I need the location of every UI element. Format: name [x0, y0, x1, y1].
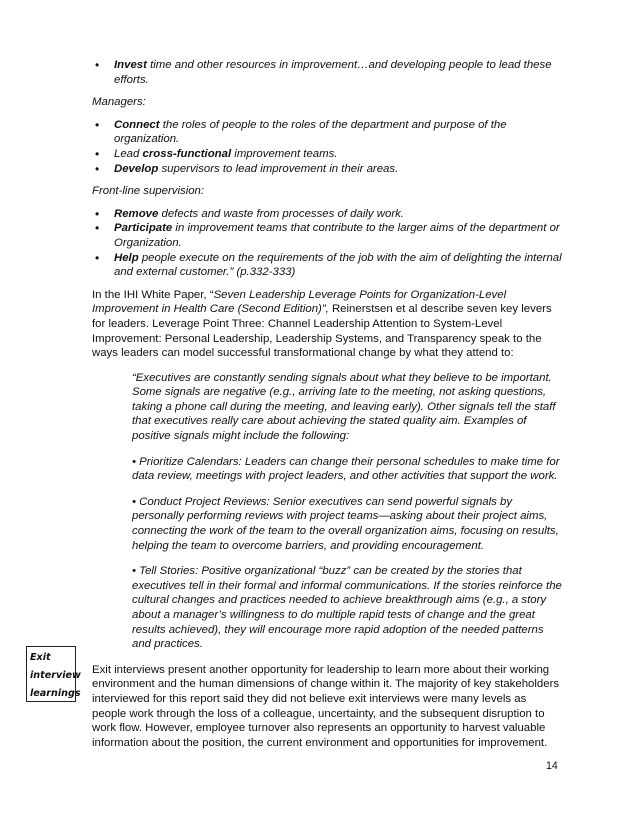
list-item [92, 162, 562, 177]
page-number: 14 [546, 760, 558, 772]
item-text: in improvement teams that contribute to the larger aims of the department or Organization. [114, 222, 560, 249]
page-content [92, 58, 562, 750]
list-item [92, 221, 562, 250]
item-text: the roles of people to the roles of the department and purpose of the organization. [114, 118, 507, 146]
quote-paragraph: • Tell Stories: Positive organizational “buzz” can be created by the stories that executives tell in their formal and informal communications. If the stories reinforce the cultural changes and practices needed to achieve breakthrough aims (e.g., a story about a manager’s willingness to do multiple rapid tests of change and the great results achieved), they will encourage more rapid adoption of the needed patterns and practices. [132, 565, 562, 651]
item-text: defects and waste from processes of daily work. [158, 207, 404, 220]
item-prefix: Lead [114, 147, 143, 160]
bold-term: Connect [114, 118, 160, 131]
note-line: interview [30, 670, 81, 681]
bold-term: cross-functional [142, 147, 232, 160]
bold-term: Participate [114, 222, 173, 235]
frontline-heading: Front-line supervision: [92, 185, 205, 198]
managers-heading: Managers: [92, 96, 146, 109]
paragraph-lead: In the IHI White Paper, “ [92, 288, 214, 301]
bold-term: Invest [114, 59, 147, 71]
sidebar-note-box [26, 646, 81, 702]
block-quote [132, 371, 564, 652]
item-text: improvement teams. [231, 147, 338, 160]
list-item [92, 58, 562, 87]
note-line: Exit [30, 652, 51, 663]
item-text: time and other resources in improvement…and developing people to lead these efforts. [114, 59, 552, 86]
note-line: learnings [30, 688, 81, 699]
ihi-paragraph [92, 288, 562, 361]
list-item [92, 207, 562, 222]
frontline-list [92, 207, 562, 280]
bold-term: Remove [114, 207, 159, 220]
bold-term: Develop [114, 162, 159, 175]
list-item [92, 251, 562, 280]
managers-list [92, 118, 562, 176]
top-bullet-list [92, 58, 562, 87]
list-item [92, 147, 562, 162]
exit-paragraph: Exit interviews present another opportunity for leadership to learn more about their working environment and the human dimensions of change within it. The majority of key stakeholders interviewed for this report said they did not believe exit interviews were many levels as people work through the loss of a colleague, uncertainty, and the subsequent disruption to work flow. However, employee turnover also represents an opportunity to harvest valuable information about the position, the current environment and opportunities for improvement. [92, 663, 560, 749]
quote-paragraph: “Executives are constantly sending signals about what they believe to be important. Some signals are negative (e.g., arriving late to the meeting, not asking questions, taking a phone call during the meeting, and leaving early). Other signals tell the staff that executives really care about achieving the stated quality aim. Examples of positive signals might include the following: [132, 371, 556, 443]
paper-title: Seven Leadership Leverage Points for Organization-Level Improvement in Health Care (Second Edition)”, [92, 288, 507, 316]
item-text: people execute on the requirements of the job with the aim of delighting the internal and external customer.” (p.332-333) [114, 251, 562, 279]
quote-paragraph: • Conduct Project Reviews: Senior executives can send powerful signals by personally performing reviews with project teams—asking about their project aims, connecting the work of the team to the overall organization aims, focusing on results, helping the team to overcome barriers, and providing encouragement. [132, 495, 559, 552]
list-item [92, 118, 562, 147]
paragraph-body: Reinerstsen et al describe seven key levers for leaders. Leverage Point Three: Channel Leadership Attention to System-Level Improvement: Personal Leadership, Leadership Systems, and Transparency speak to the ways leaders can model successful transformational change by what they attend to: [92, 303, 552, 360]
quote-paragraph: • Prioritize Calendars: Leaders can change their personal schedules to make time for data review, meetings with project leaders, and other activities that support the work. [132, 455, 560, 483]
item-text: supervisors to lead improvement in their areas. [158, 162, 399, 175]
bold-term: Help [114, 251, 139, 264]
